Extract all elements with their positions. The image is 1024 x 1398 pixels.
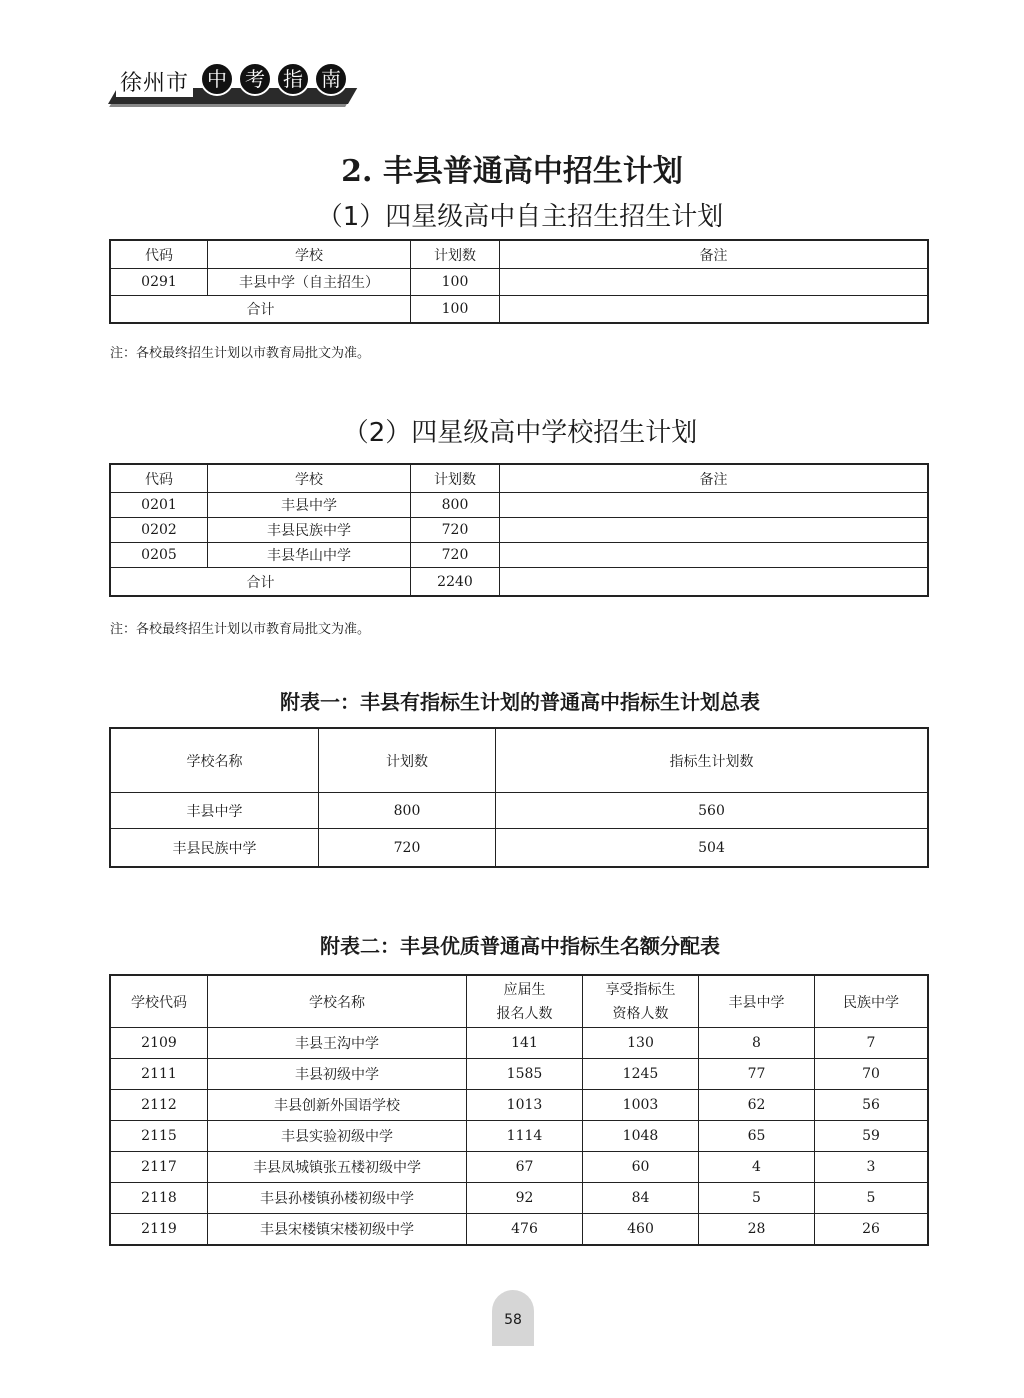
header-applicants-line1: 应届生 — [503, 981, 546, 998]
header-school-name: 学校名称 — [208, 976, 467, 1028]
header-school-name: 学校名称 — [111, 729, 319, 793]
cell-fengxian: 4 — [699, 1152, 815, 1183]
header-guide-logo — [200, 62, 348, 96]
total-label: 合计 — [111, 296, 411, 323]
section1-table — [110, 240, 928, 323]
total-value: 2240 — [411, 568, 500, 596]
cell-eligible: 1003 — [583, 1090, 699, 1121]
cell-eligible: 130 — [583, 1028, 699, 1059]
cell-school: 丰县民族中学 — [208, 518, 411, 543]
cell-plan: 720 — [411, 518, 500, 543]
cell-school: 丰县宋楼镇宋楼初级中学 — [208, 1214, 467, 1245]
running-header — [108, 60, 358, 110]
page-number-tab — [492, 1290, 534, 1346]
table-row — [111, 1028, 928, 1059]
cell-applicants: 67 — [467, 1152, 583, 1183]
cell-code: 0202 — [111, 518, 208, 543]
table-row — [111, 493, 928, 518]
cell-school: 丰县孙楼镇孙楼初级中学 — [208, 1183, 467, 1214]
header-applicants-line2: 报名人数 — [496, 1005, 553, 1022]
cell-school: 丰县王沟中学 — [208, 1028, 467, 1059]
cell-code: 2109 — [111, 1028, 208, 1059]
page-title: 2. 丰县普通高中招生计划 — [341, 154, 683, 189]
section2-title: （2）四星级高中学校招生计划 — [342, 418, 698, 448]
cell-remark — [500, 493, 928, 518]
header-eligible-line2: 资格人数 — [612, 1005, 669, 1022]
header-code: 代码 — [111, 241, 208, 269]
cell-school: 丰县初级中学 — [208, 1059, 467, 1090]
cell-eligible: 460 — [583, 1214, 699, 1245]
total-label: 合计 — [111, 568, 411, 596]
cell-remark — [500, 296, 928, 323]
cell-code: 2112 — [111, 1090, 208, 1121]
table-row — [111, 518, 928, 543]
cell-remark — [500, 568, 928, 596]
header-applicants — [467, 976, 583, 1028]
section2-note: 注：各校最终招生计划以市教育局批文为准。 — [110, 622, 371, 637]
cell-fengxian: 5 — [699, 1183, 815, 1214]
header-plan: 计划数 — [319, 729, 496, 793]
cell-school: 丰县中学（自主招生） — [208, 269, 411, 296]
table-row — [111, 1183, 928, 1214]
section1-note: 注：各校最终招生计划以市教育局批文为准。 — [110, 346, 371, 361]
cell-school: 丰县凤城镇张五楼初级中学 — [208, 1152, 467, 1183]
cell-quota: 504 — [496, 829, 928, 867]
cell-school: 丰县实验初级中学 — [208, 1121, 467, 1152]
cell-minzu: 3 — [815, 1152, 928, 1183]
cell-code: 2115 — [111, 1121, 208, 1152]
cell-code: 0201 — [111, 493, 208, 518]
cell-code: 2117 — [111, 1152, 208, 1183]
cell-plan: 800 — [411, 493, 500, 518]
cell-plan: 720 — [319, 829, 496, 867]
cell-plan: 100 — [411, 269, 500, 296]
table-row — [111, 1090, 928, 1121]
cell-fengxian: 28 — [699, 1214, 815, 1245]
cell-eligible: 1048 — [583, 1121, 699, 1152]
cell-school: 丰县华山中学 — [208, 543, 411, 568]
appendix2-table — [110, 975, 928, 1245]
cell-applicants: 1585 — [467, 1059, 583, 1090]
header-code: 代码 — [111, 465, 208, 493]
section2-table — [110, 464, 928, 596]
header-school: 学校 — [208, 241, 411, 269]
table-row — [111, 793, 928, 829]
cell-school: 丰县中学 — [208, 493, 411, 518]
cell-minzu: 5 — [815, 1183, 928, 1214]
table-row — [111, 1059, 928, 1090]
appendix2-title: 附表二：丰县优质普通高中指标生名额分配表 — [320, 934, 720, 958]
header-plan: 计划数 — [411, 465, 500, 493]
cell-remark — [500, 543, 928, 568]
header-city: 徐州市 — [116, 66, 193, 97]
cell-applicants: 1114 — [467, 1121, 583, 1152]
header-plan: 计划数 — [411, 241, 500, 269]
total-row — [111, 568, 928, 596]
header-char: 考 — [238, 62, 272, 96]
cell-eligible: 1245 — [583, 1059, 699, 1090]
appendix1-table — [110, 728, 928, 867]
header-fengxian: 丰县中学 — [699, 976, 815, 1028]
table-row — [111, 269, 928, 296]
cell-fengxian: 65 — [699, 1121, 815, 1152]
cell-plan: 800 — [319, 793, 496, 829]
table-row — [111, 543, 928, 568]
cell-code: 0291 — [111, 269, 208, 296]
cell-fengxian: 62 — [699, 1090, 815, 1121]
cell-code: 0205 — [111, 543, 208, 568]
cell-minzu: 7 — [815, 1028, 928, 1059]
table-row — [111, 1152, 928, 1183]
cell-school: 丰县民族中学 — [111, 829, 319, 867]
header-school: 学校 — [208, 465, 411, 493]
cell-applicants: 92 — [467, 1183, 583, 1214]
cell-school: 丰县中学 — [111, 793, 319, 829]
cell-plan: 720 — [411, 543, 500, 568]
cell-eligible: 60 — [583, 1152, 699, 1183]
table-row — [111, 1121, 928, 1152]
cell-code: 2119 — [111, 1214, 208, 1245]
header-quota: 指标生计划数 — [496, 729, 928, 793]
header-code: 学校代码 — [111, 976, 208, 1028]
header-char: 指 — [276, 62, 310, 96]
header-remark: 备注 — [500, 465, 928, 493]
table-row — [111, 1214, 928, 1245]
header-char: 南 — [314, 62, 348, 96]
header-minzu: 民族中学 — [815, 976, 928, 1028]
cell-applicants: 141 — [467, 1028, 583, 1059]
header-remark: 备注 — [500, 241, 928, 269]
cell-fengxian: 8 — [699, 1028, 815, 1059]
cell-minzu: 56 — [815, 1090, 928, 1121]
page-number: 58 — [504, 1312, 522, 1328]
cell-quota: 560 — [496, 793, 928, 829]
cell-minzu: 70 — [815, 1059, 928, 1090]
cell-school: 丰县创新外国语学校 — [208, 1090, 467, 1121]
cell-applicants: 1013 — [467, 1090, 583, 1121]
cell-remark — [500, 518, 928, 543]
header-eligible — [583, 976, 699, 1028]
total-row — [111, 296, 928, 323]
cell-remark — [500, 269, 928, 296]
total-value: 100 — [411, 296, 500, 323]
header-eligible-line1: 享受指标生 — [605, 981, 676, 998]
cell-minzu: 26 — [815, 1214, 928, 1245]
cell-minzu: 59 — [815, 1121, 928, 1152]
header-char: 中 — [200, 62, 234, 96]
cell-applicants: 476 — [467, 1214, 583, 1245]
section1-title: （1）四星级高中自主招生招生计划 — [316, 202, 724, 232]
cell-fengxian: 77 — [699, 1059, 815, 1090]
appendix1-title: 附表一：丰县有指标生计划的普通高中指标生计划总表 — [280, 690, 760, 714]
cell-eligible: 84 — [583, 1183, 699, 1214]
cell-code: 2118 — [111, 1183, 208, 1214]
table-row — [111, 829, 928, 867]
cell-code: 2111 — [111, 1059, 208, 1090]
header-bar-shadow — [109, 104, 347, 107]
